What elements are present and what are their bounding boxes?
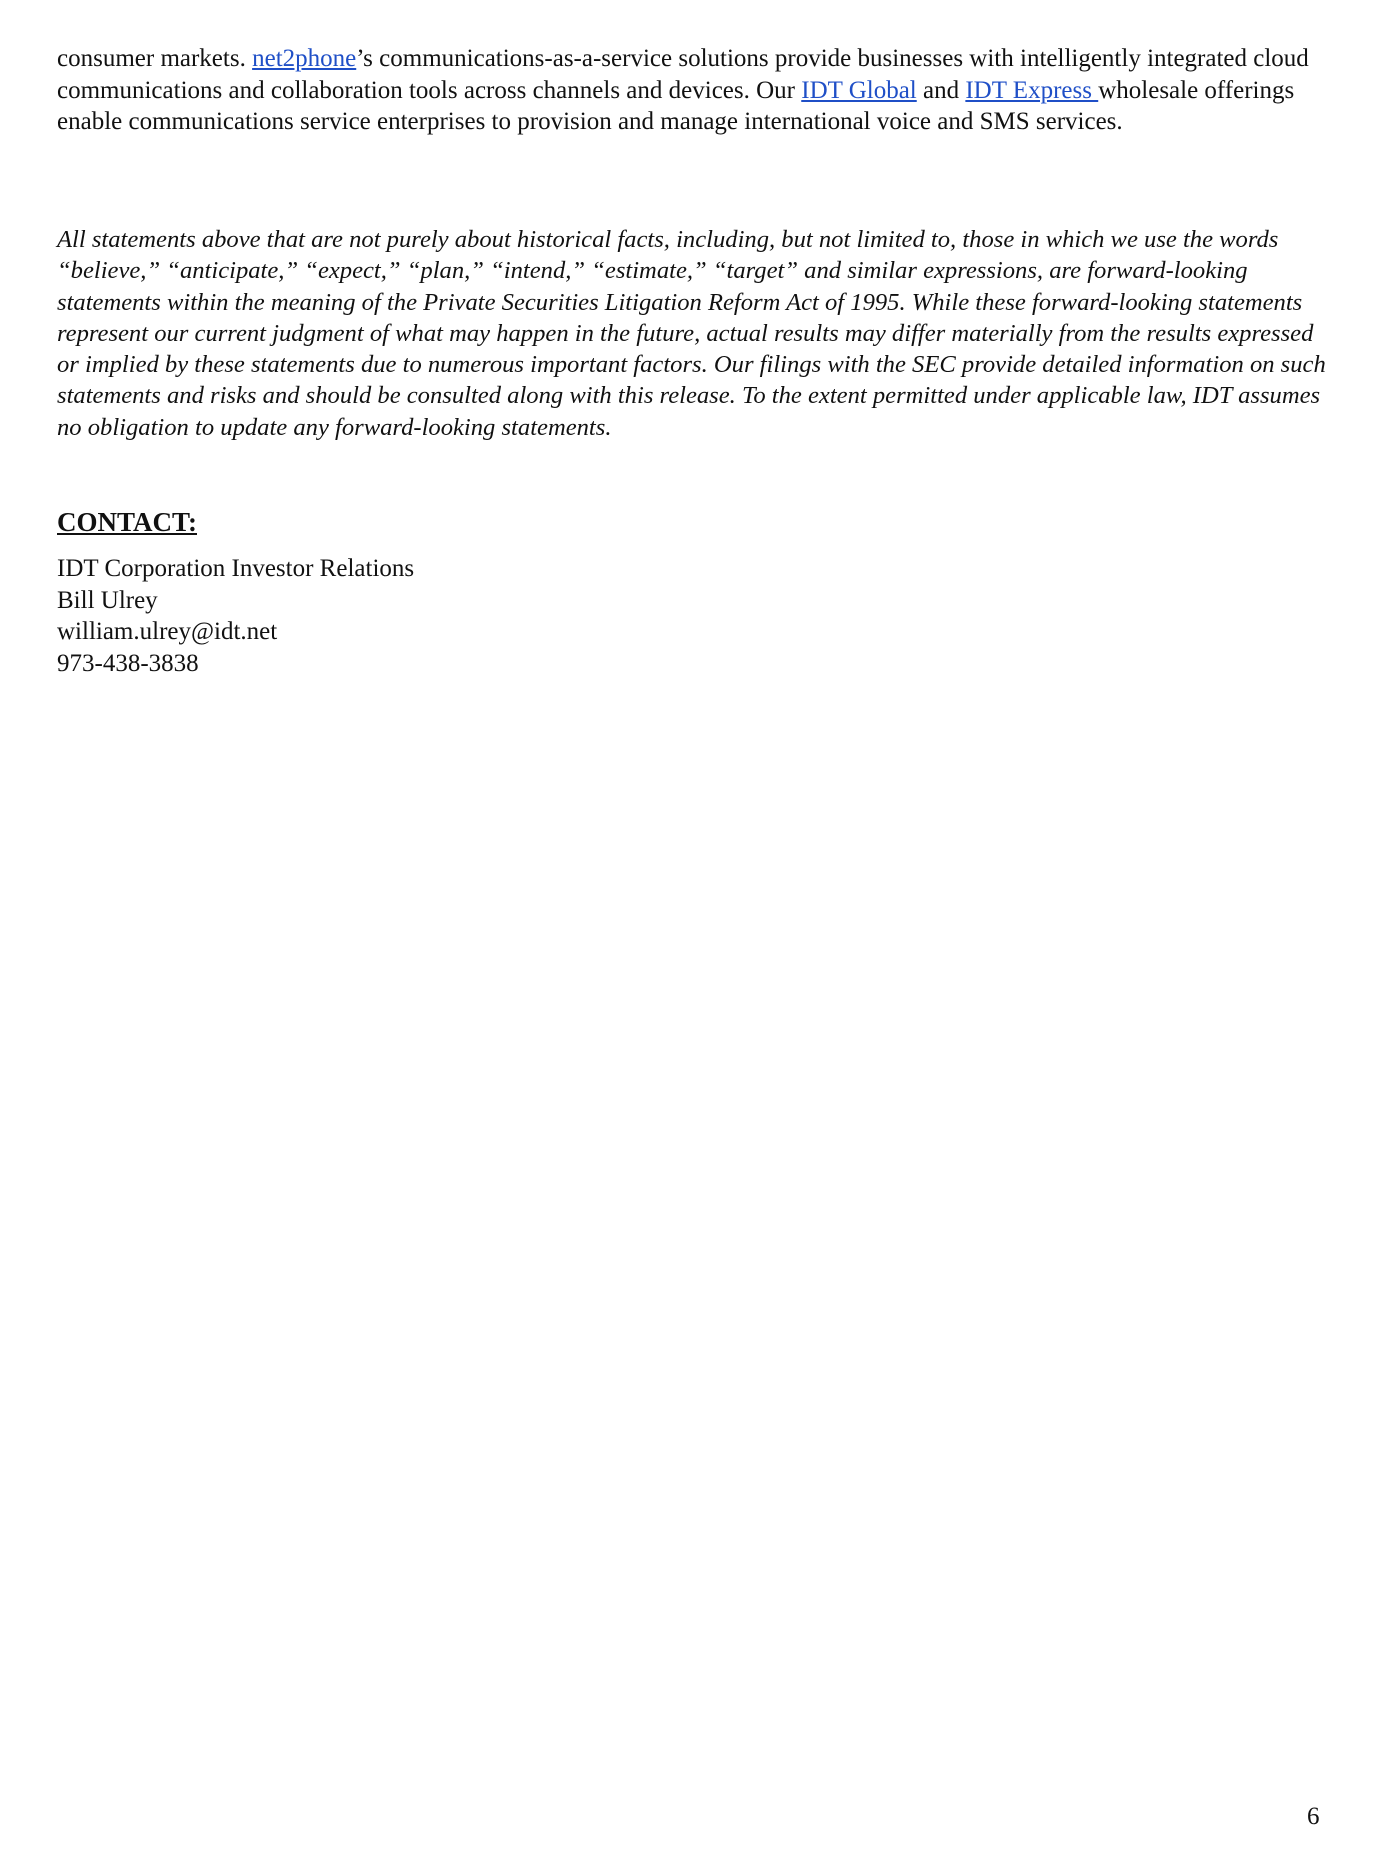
contact-organization: IDT Corporation Investor Relations [57, 555, 415, 582]
idt-express-link[interactable]: IDT Express [965, 76, 1099, 104]
net2phone-link[interactable]: net2phone [252, 45, 357, 72]
intro-text-2: ’s communications-as-a-service solutions provide businesses with intelligently integrated cloud communications and collaboration tools across channels and devices. Our [57, 45, 1309, 104]
contact-details [57, 553, 414, 679]
contact-heading: CONTACT: [57, 507, 197, 537]
company-description-paragraph [57, 43, 1327, 138]
contact-name: Bill Ulrey [57, 586, 158, 614]
intro-text-1: consumer markets. [57, 45, 253, 72]
forward-looking-statements-disclaimer: All statements above that are not purely about historical facts, including, but not limited to, those in which we use the words “believe,” “anticipate,” “expect,” “plan,” “intend,” “estimate,” “target” and similar expressions, are forward-looking statements within the meaning of the Private Securities Litigation Reform Act of 1995. While these forward-looking statements represent our current judgment of what may happen in the future, actual results may differ materially from the results expressed or implied by these statements due to numerous important factors. Our filings with the SEC provide detailed information on such statements and risks and should be consulted along with this release. To the extent permitted under applicable law, IDT assumes no obligation to update any forward-looking statements. [57, 226, 1326, 441]
idt-global-link[interactable]: IDT Global [801, 76, 917, 104]
page-number: 6 [1307, 1803, 1320, 1830]
contact-email[interactable]: william.ulrey@idt.net [57, 618, 278, 645]
intro-text-3: and [916, 76, 966, 104]
contact-phone: 973-438-3838 [57, 649, 199, 677]
intro-text-4: wholesale offerings enable communications service enterprises to provision and manage international voice and SMS services. [57, 76, 1295, 135]
